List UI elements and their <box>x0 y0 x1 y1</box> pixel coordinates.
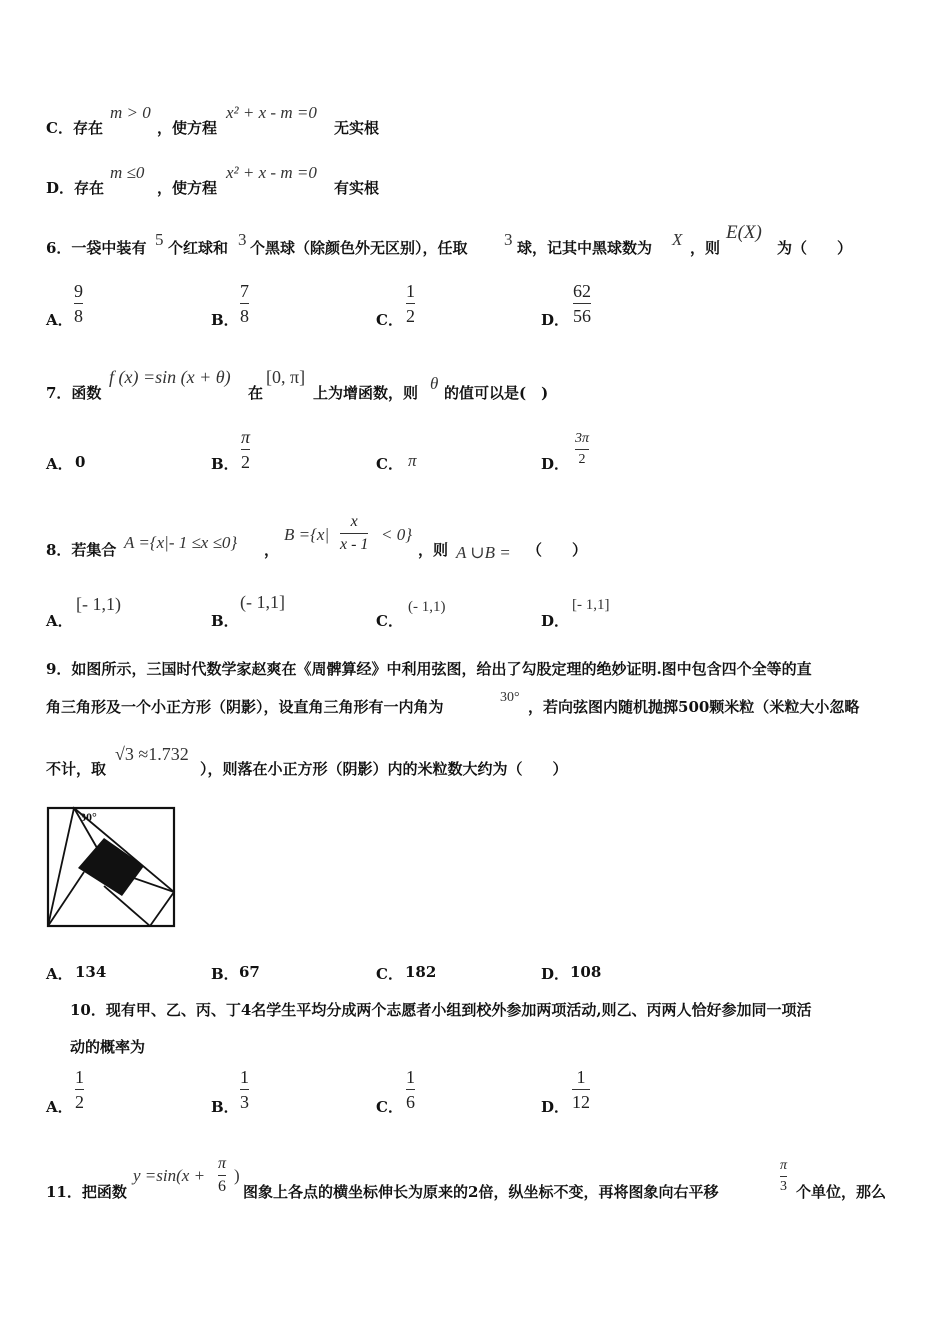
q7-text-4: 的值可以是( ) <box>444 384 549 402</box>
q8-set-b-num: x <box>350 513 358 530</box>
q10-option-d-label: D． <box>541 1098 570 1116</box>
q7-option-a-label: A． <box>46 455 73 473</box>
q10-option-a-num: 1 <box>75 1067 84 1087</box>
q8-set-b-pre: B ={x| <box>284 525 330 544</box>
q7-option-d-num: 3π <box>575 431 590 446</box>
q7-option-a-value: 0 <box>75 453 86 471</box>
q6-text-5: ，则 <box>690 239 721 257</box>
q6-num-3: 3 <box>504 230 513 249</box>
q8-option-c-label: C． <box>376 612 403 630</box>
q7-option-c-label: C． <box>376 455 403 473</box>
q7-option-d-den: 2 <box>578 452 586 467</box>
q6-variable: X <box>672 230 683 249</box>
q5-d-label: D．存在 <box>46 179 105 197</box>
q6-option-a-fraction <box>74 282 83 325</box>
q9-line-3a: 不计，取 <box>46 760 107 778</box>
q8-set-b-den: x - 1 <box>340 536 369 553</box>
q9-option-d-label: D． <box>541 965 570 983</box>
q6-option-d-label: D． <box>541 311 570 329</box>
q8-text-1: 8．若集合 <box>46 541 117 559</box>
q6-option-c-fraction <box>406 282 415 325</box>
q7-option-b-den: 2 <box>241 452 251 472</box>
q6-option-b-fraction <box>240 282 249 325</box>
q6-option-c-den: 2 <box>406 306 415 326</box>
q6-text-2: 个红球和 <box>168 239 229 257</box>
zhao-shuang-chord-diagram <box>46 806 178 930</box>
q8-option-d-label: D． <box>541 612 570 630</box>
q5-c-label: C．存在 <box>46 119 103 137</box>
q9-option-b-label: B． <box>211 965 239 983</box>
q10-line-2: 动的概率为 <box>70 1038 146 1056</box>
q11-function-pre: y =sin(x + <box>133 1166 206 1185</box>
q9-line-3b: ），则落在小正方形（阴影）内的米粒数大约为（ ） <box>200 760 568 778</box>
q8-option-a-label: A． <box>46 612 73 630</box>
figure-angle-label: 30° <box>80 810 97 824</box>
q10-option-d-num: 1 <box>576 1067 586 1087</box>
q10-option-a-label: A． <box>46 1098 73 1116</box>
q5-d-condition: m ≤0 <box>110 163 145 182</box>
q7-option-d-label: D． <box>541 455 570 473</box>
q5-c-mid: ，使方程 <box>157 119 218 137</box>
q6-option-b-den: 8 <box>240 306 249 326</box>
q6-option-d-den: 56 <box>573 306 591 326</box>
q7-theta: θ <box>430 374 439 393</box>
q8-set-b-post: < 0} <box>381 525 413 544</box>
q6-option-a-label: A． <box>46 311 73 329</box>
q6-option-a-den: 8 <box>74 306 83 326</box>
q9-option-d-value: 108 <box>570 963 602 981</box>
q11-text-3: 个单位，那么 <box>796 1183 887 1201</box>
q7-option-b-label: B． <box>211 455 239 473</box>
q5-d-mid: ，使方程 <box>157 179 218 197</box>
q9-option-c-value: 182 <box>405 963 437 981</box>
q10-option-b-num: 1 <box>240 1067 249 1087</box>
q7-option-b-num: π <box>241 427 251 447</box>
q8-option-c-value: (- 1,1) <box>408 599 446 615</box>
q9-option-b-value: 67 <box>239 963 260 981</box>
q11-text-1: 11．把函数 <box>46 1183 127 1201</box>
q5-c-end: 无实根 <box>334 119 380 137</box>
q11-shift-num: π <box>780 1158 788 1173</box>
q9-angle: 30° <box>500 690 520 705</box>
q6-text-4: 球，记其中黑球数为 <box>517 239 653 257</box>
q6-text-6: 为（ ） <box>777 239 853 257</box>
q8-set-a: A ={x|- 1 ≤x ≤0} <box>124 533 238 552</box>
q11-function-post: ) <box>234 1166 240 1185</box>
q7-text-1: 7．函数 <box>46 384 102 402</box>
q9-approximation: √3 ≈1.732 <box>115 744 189 764</box>
q8-option-d-value: [- 1,1] <box>572 597 610 613</box>
q10-option-c-label: C． <box>376 1098 403 1116</box>
q6-num-2: 3 <box>238 230 247 249</box>
q6-option-d-num: 62 <box>573 281 591 301</box>
q6-option-b-num: 7 <box>240 281 249 301</box>
q9-option-a-label: A． <box>46 965 73 983</box>
q7-text-3: 上为增函数，则 <box>313 384 419 402</box>
q6-num-1: 5 <box>155 230 164 249</box>
q6-expectation: E(X) <box>726 222 762 243</box>
q8-set-b-fraction <box>340 514 368 553</box>
q10-option-d-fraction <box>572 1068 590 1111</box>
q9-line-2a: 角三角形及一个小正方形（阴影），设直角三角形有一内角为 <box>46 698 444 716</box>
q6-text-3: 个黑球（除颜色外无区别），任取 <box>250 239 468 257</box>
q8-text-2: ， <box>264 541 280 559</box>
q10-option-c-den: 6 <box>406 1092 415 1112</box>
q7-option-c-value: π <box>408 451 417 470</box>
q5-c-equation: x² + x - m =0 <box>226 103 317 122</box>
q10-option-b-den: 3 <box>240 1092 249 1112</box>
q10-option-c-num: 1 <box>406 1067 415 1087</box>
q11-shift-fraction <box>780 1159 787 1194</box>
q10-option-d-den: 12 <box>572 1092 590 1112</box>
q9-option-c-label: C． <box>376 965 403 983</box>
q10-option-c-fraction <box>406 1068 415 1111</box>
q6-option-a-num: 9 <box>74 281 83 301</box>
q10-option-a-den: 2 <box>75 1092 84 1112</box>
q9-line-2b: ，若向弦图内随机抛掷500颗米粒（米粒大小忽略 <box>528 698 860 716</box>
q7-interval: [0, π] <box>266 367 306 387</box>
q6-option-c-num: 1 <box>406 281 415 301</box>
q10-line-1: 10．现有甲、乙、丙、丁4名学生平均分成两个志愿者小组到校外参加两项活动,则乙、丙两人恰好参加同一项活 <box>70 1001 812 1019</box>
q8-text-4: （ ） <box>527 541 588 559</box>
q8-union: A ∪B = <box>456 543 511 562</box>
q11-function-num: π <box>218 1155 227 1172</box>
q11-function-den: 6 <box>218 1178 226 1195</box>
q11-function-fraction <box>218 1156 226 1195</box>
q5-d-equation: x² + x - m =0 <box>226 163 317 182</box>
q8-option-b-label: B． <box>211 612 239 630</box>
q8-option-b-value: (- 1,1] <box>240 592 285 612</box>
q5-c-condition: m > 0 <box>110 103 151 122</box>
q6-text-1: 6．一袋中装有 <box>46 239 147 257</box>
q11-text-2: 图象上各点的横坐标伸长为原来的2倍，纵坐标不变，再将图象向右平移 <box>243 1183 719 1201</box>
q6-option-b-label: B． <box>211 311 239 329</box>
q6-option-c-label: C． <box>376 311 403 329</box>
q10-option-b-fraction <box>240 1068 249 1111</box>
q5-d-end: 有实根 <box>334 179 380 197</box>
q6-option-d-fraction <box>573 282 591 325</box>
q8-text-3: ，则 <box>418 541 449 559</box>
q7-option-d-fraction <box>575 432 589 467</box>
q8-option-a-value: [- 1,1) <box>76 594 121 614</box>
q11-shift-den: 3 <box>780 1179 787 1194</box>
q9-option-a-value: 134 <box>75 963 107 981</box>
q10-option-b-label: B． <box>211 1098 239 1116</box>
q7-text-2: 在 <box>248 384 264 402</box>
q7-function: f (x) =sin (x + θ) <box>109 367 231 387</box>
q7-option-b-fraction <box>241 428 250 471</box>
q10-option-a-fraction <box>75 1068 84 1111</box>
q9-line-1: 9．如图所示，三国时代数学家赵爽在《周髀算经》中利用弦图，给出了勾股定理的绝妙证明.图中包含四个全等的直 <box>46 660 812 678</box>
